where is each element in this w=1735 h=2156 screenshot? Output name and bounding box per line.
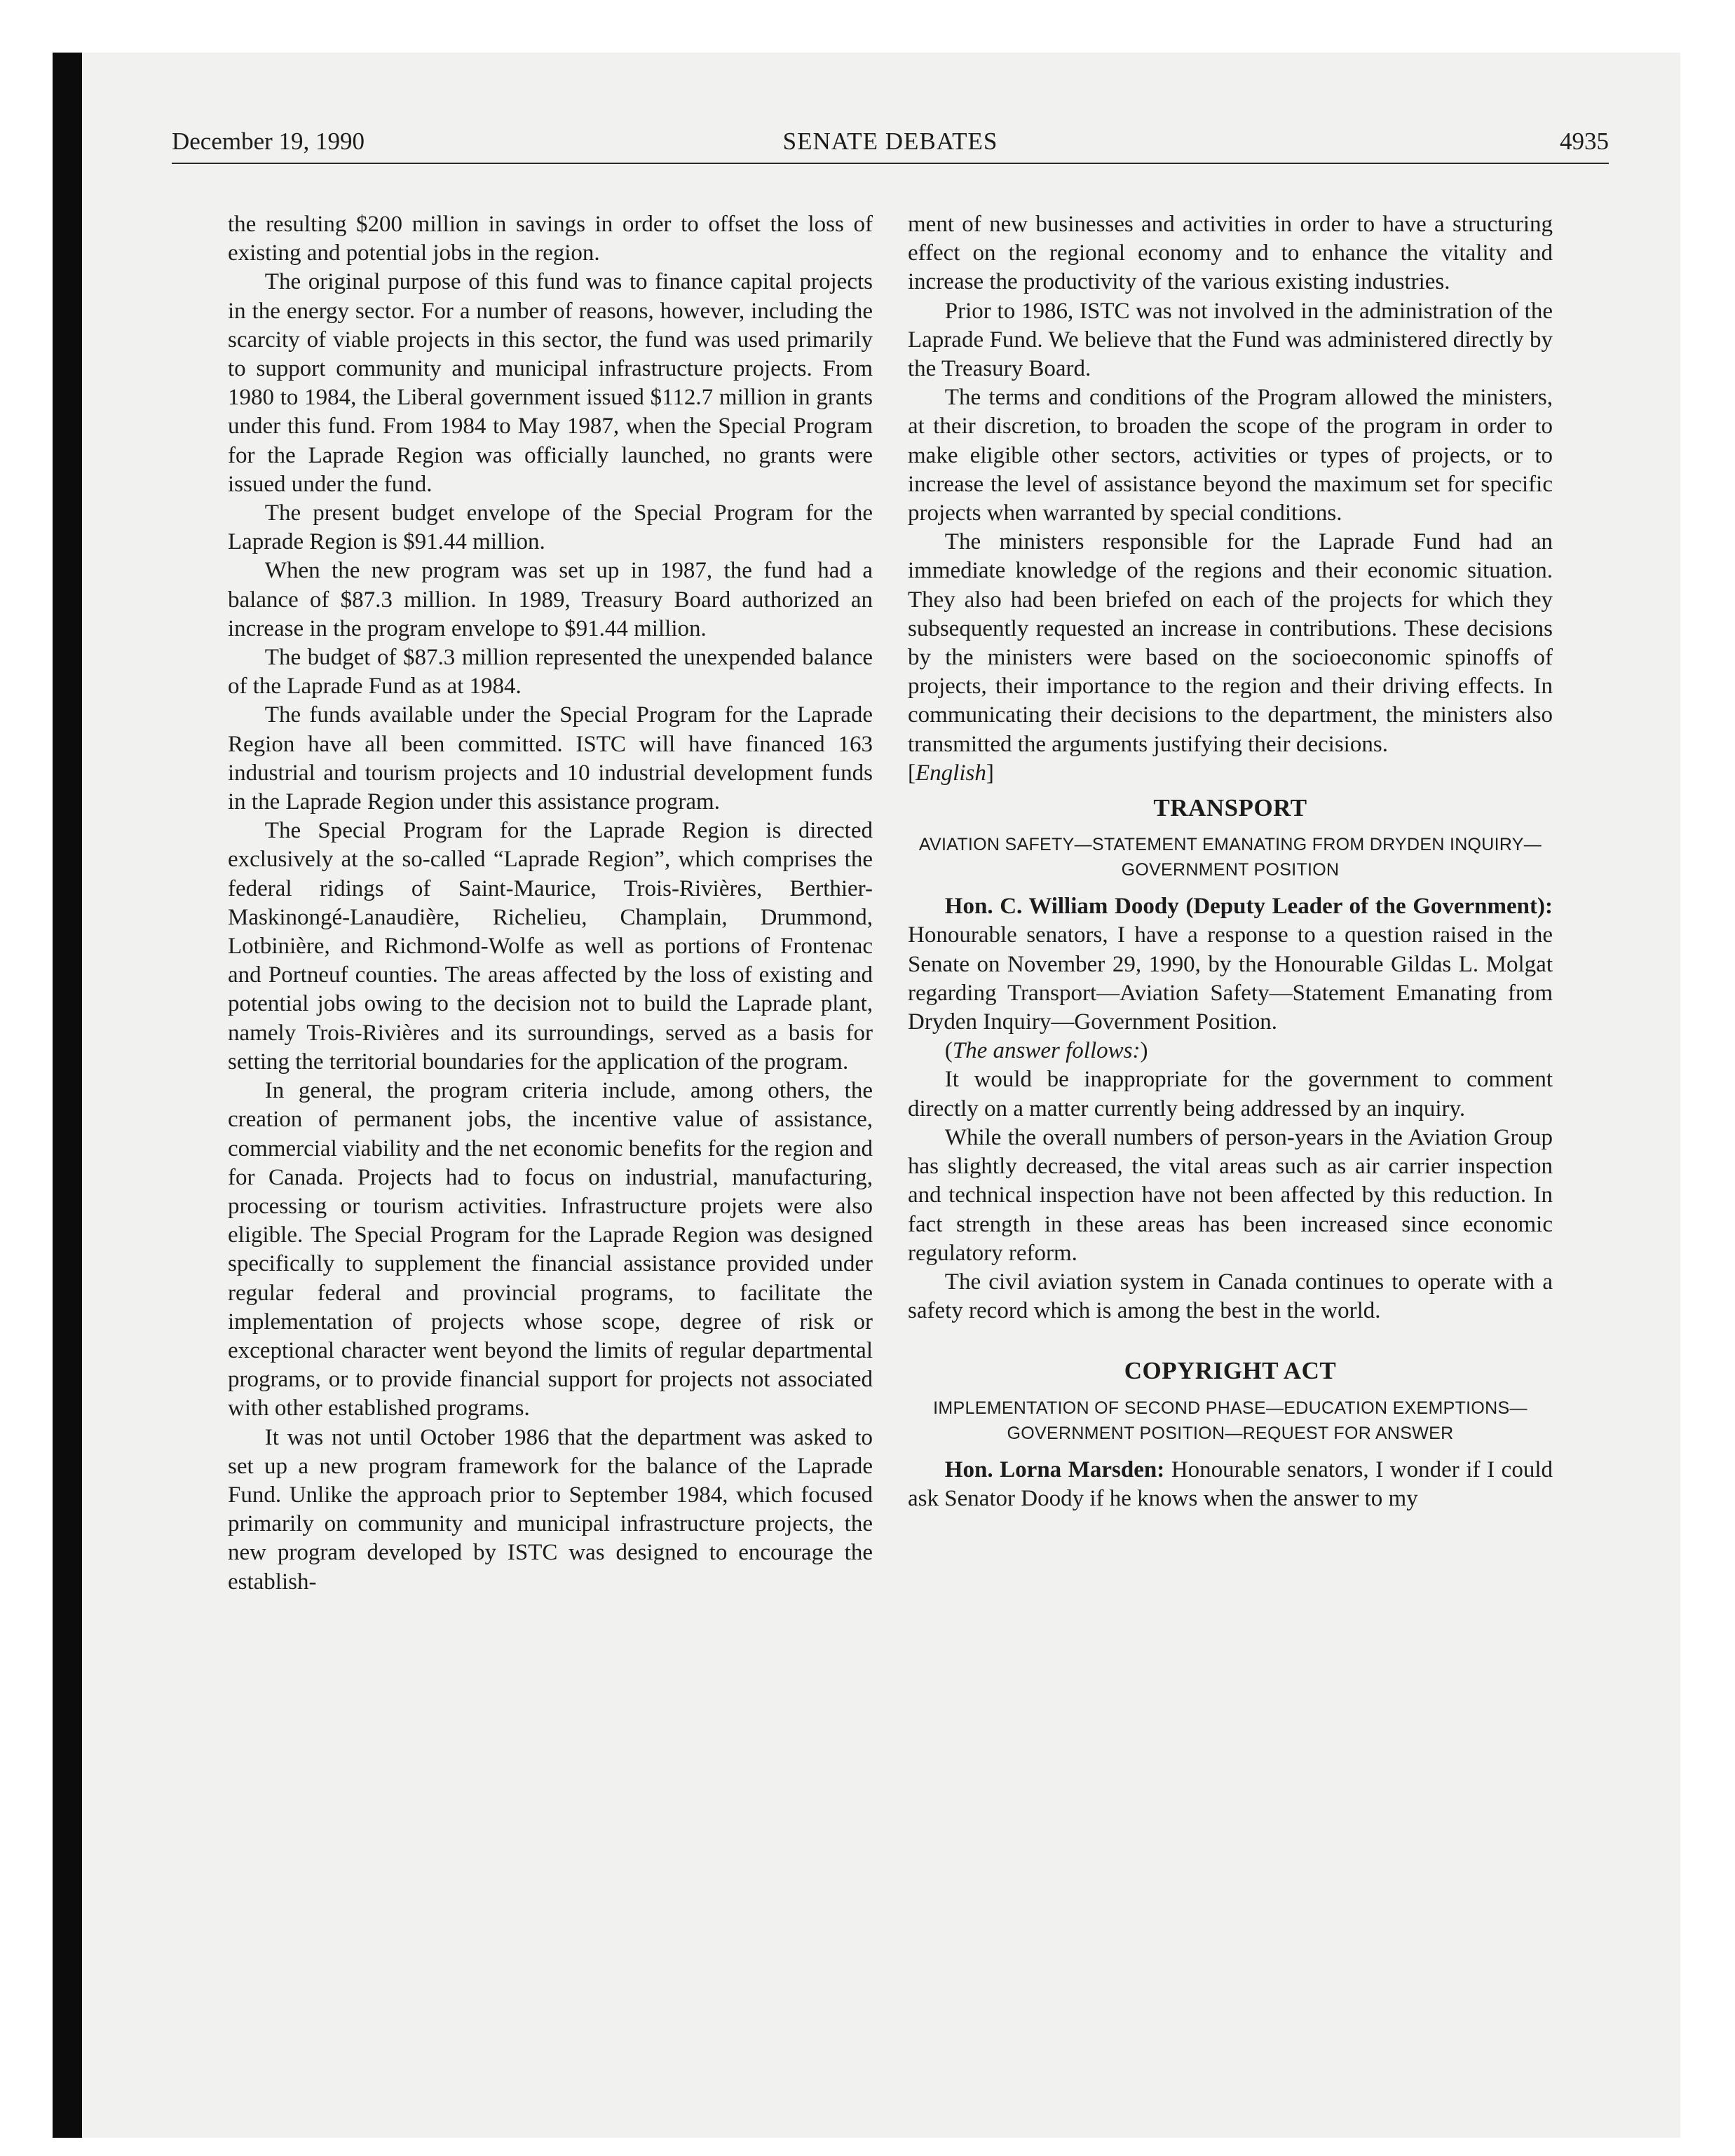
speaker-name: Hon. C. William Doody (Deputy Leader of the Government): [944,894,1553,920]
paragraph: ment of new businesses and activities in order to have a structuring effect on the regional economy and to enhance the vitality and increase the productivity of the various existing industries. [908,212,1553,295]
speaker-name: Hon. Lorna Marsden: [944,1456,1165,1482]
header-date: December 19, 1990 [172,128,365,155]
right-column [908,210,1553,1513]
paragraph: It would be inappropriate for the government to comment directly on a matter currently being addressed by an inquiry. [908,1067,1553,1121]
paren-open: ( [944,1038,953,1064]
aside-text: The answer follows: [952,1038,1141,1064]
paragraph: While the overall numbers of person-years in the Aviation Group has slightly decreased, the vital areas such as air carrier inspection and technical inspection have not been affected by this reduction. In fact strength in these areas has been increased since economic regulatory reform. [908,1124,1553,1266]
scan-edge-bar [53,53,82,2138]
header-title: SENATE DEBATES [782,128,998,155]
speech-text: Honourable senators, I have a response to a question raised in the Senate on November 29, 1990, by the Honourable Gildas L. Molgat regarding Transport—Aviation Safety—Statement Emanating from Dryden Inquiry—Government Position. [908,922,1553,1035]
paragraph: The Special Program for the Laprade Region is directed exclusively at the so-called “Laprade Region”, which comprises the federal ridings of Saint-Maurice, Trois-Rivières, Berthier-Maskinongé-Lanaudière, Richelieu, Champlain, Drummond, Lotbinière, and Richmond-Wolfe as well as portions of Frontenac and Portneuf counties. The areas affected by the loss of existing and potential jobs owing to the decision not to build the Laprade plant, namely Trois-Rivières and its surroundings, served as a basis for setting the territorial boundaries for the application of the program. [228,818,873,1074]
paragraph: In general, the program criteria include, among others, the creation of permanent jobs, the incentive value of assistance, commercial viability and the net economic benefits for the region and for Canada. Projects had to focus on industrial, manufacturing, processing or tourism activities. Infrastructure projets were also eligible. The Special Program for the Laprade Region was designed specifically to supplement the financial assistance provided under regular federal and provincial programs, to facilitate the implementation of projects whose scope, degree of risk or exceptional character went beyond the limits of regular departmental programs, or to provide financial support for projects not associated with other established programs. [228,1078,873,1421]
paren-close: ) [1140,1038,1148,1064]
section-subheading-copyright: IMPLEMENTATION OF SECOND PHASE—EDUCATION EXEMPTIONS—GOVERNMENT POSITION—REQUEST FOR ANSWER [933,1398,1528,1443]
paragraph: The funds available under the Special Program for the Laprade Region have all been committed. ISTC will have financed 163 industrial and tourism projects and 10 industrial development funds in the Laprade Region under this assistance program. [228,702,873,815]
paragraph: The present budget envelope of the Special Program for the Laprade Region is $91.44 million. [228,500,873,555]
page-header [172,128,1609,163]
section-title-copyright: COPYRIGHT ACT [1124,1357,1337,1385]
header-rule [172,163,1609,164]
speech-text: Honourable senators, I wonder if I could ask Senator Doody if he knows when the answer to my [908,1456,1553,1511]
section-subheading-transport: AVIATION SAFETY—STATEMENT EMANATING FROM DRYDEN INQUIRY—GOVERNMENT POSITION [918,835,1542,880]
paragraph: The ministers responsible for the Laprade Fund had an immediate knowledge of the regions and their economic situation. They also had been briefed on each of the projects for which they subsequently requested an increase in contributions. These decisions by the ministers were based on the socioeconomic spinoffs of projects, their importance to the region and their driving effects. In communicating their decisions to the department, the ministers also transmitted the arguments justifying their decisions. [908,529,1553,757]
header-page-number: 4935 [1560,128,1609,155]
paragraph: The civil aviation system in Canada continues to operate with a safety record which is among the best in the world. [908,1269,1553,1324]
paragraph: The budget of $87.3 million represented the unexpended balance of the Laprade Fund as at 1984. [228,645,873,700]
speech-doody [908,892,1553,1037]
paragraph: The original purpose of this fund was to finance capital projects in the energy sector. For a number of reasons, however, including the scarcity of viable projects in this sector, the fund was used primarily to support community and municipal infrastructure projects. From 1980 to 1984, the Liberal government issued $112.7 million in grants under this fund. From 1984 to May 1987, when the Special Program for the Laprade Region was officially launched, no grants were issued under the fund. [228,269,873,497]
section-title-transport: TRANSPORT [1153,794,1307,822]
bracket-open: [ [908,760,916,786]
left-column [228,210,873,1597]
paragraph: the resulting $200 million in savings in order to offset the loss of existing and potential jobs in the region. [228,212,873,266]
paragraph: When the new program was set up in 1987, the fund had a balance of $87.3 million. In 1989, Treasury Board authorized an increase in the program envelope to $91.44 million. [228,558,873,641]
answer-aside [908,1037,1553,1065]
language-note [908,759,1553,788]
bracket-close: ] [986,760,994,786]
speech-marsden [908,1456,1553,1513]
paragraph: It was not until October 1986 that the department was asked to set up a new program framework for the balance of the Laprade Fund. Unlike the approach prior to September 1984, which focused primarily on community and municipal infrastructure projects, the new program developed by ISTC was designed to encourage the establish- [228,1424,873,1595]
language-label: English [916,760,986,786]
paragraph: The terms and conditions of the Program allowed the ministers, at their discretion, to broaden the scope of the program in order to make eligible other sectors, activities or types of projects, or to increase the level of assistance beyond the maximum set for specific projects when warranted by special conditions. [908,385,1553,526]
paragraph: Prior to 1986, ISTC was not involved in the administration of the Laprade Fund. We believe that the Fund was administered directly by the Treasury Board. [908,298,1553,382]
